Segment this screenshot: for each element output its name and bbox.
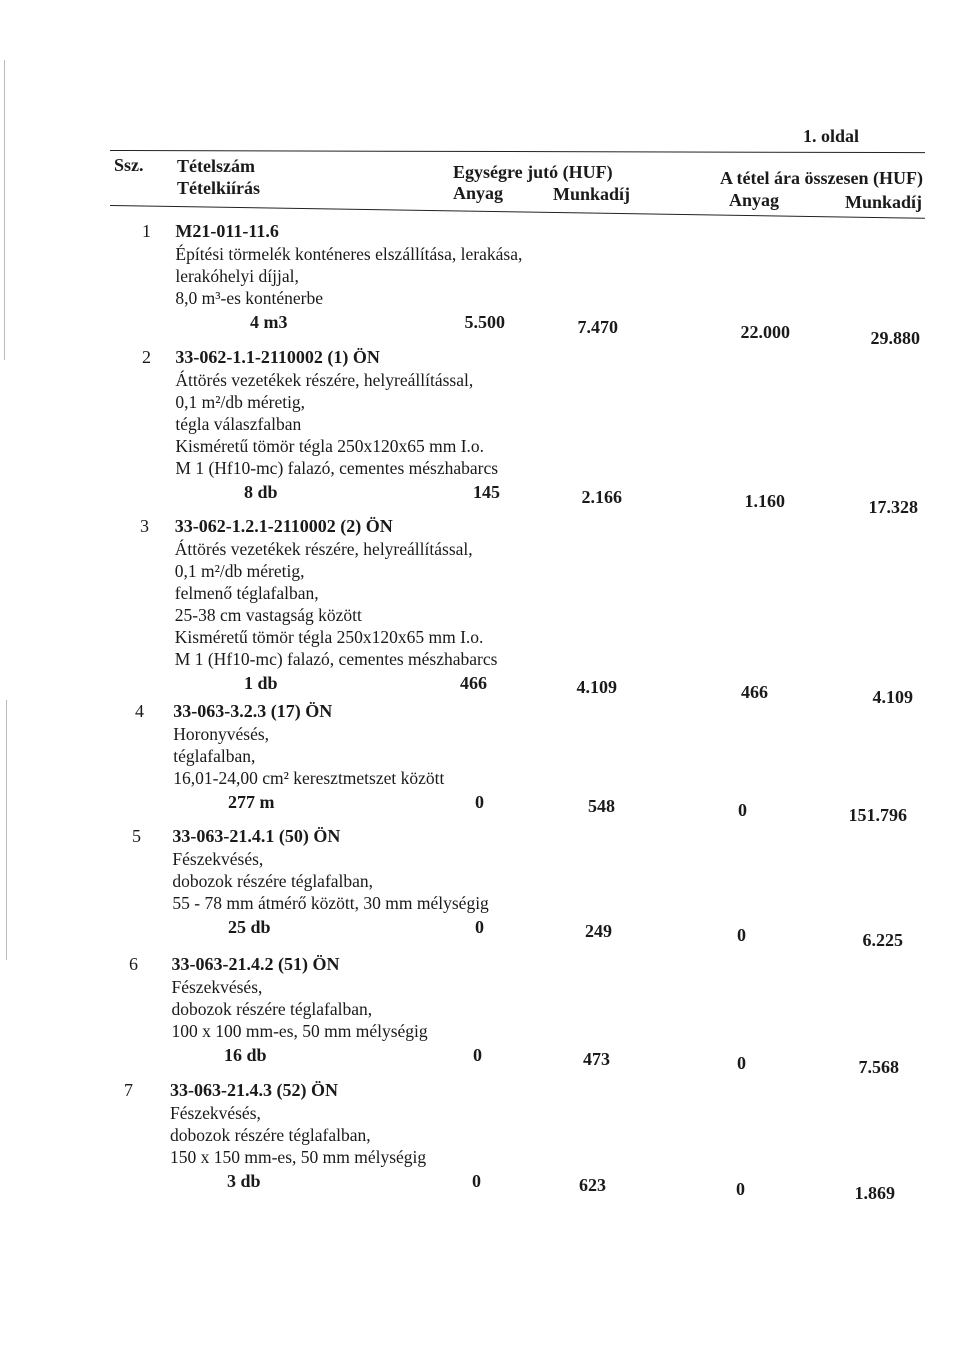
header-unit-title: Egységre jutó (HUF) bbox=[453, 162, 613, 182]
total-material-price: 0 bbox=[737, 925, 746, 945]
total-material-price: 0 bbox=[736, 1179, 745, 1199]
description-line: felmenő téglafalban, bbox=[174, 583, 319, 603]
description-line: 25-38 cm vastagság között bbox=[174, 605, 362, 625]
scan-artifact bbox=[6, 700, 7, 960]
unit-labor-price: 473 bbox=[583, 1049, 610, 1069]
header-top-rule bbox=[110, 150, 925, 153]
item-quantity: 4 m3 bbox=[250, 312, 288, 332]
item-code: M21-011-11.6 bbox=[175, 221, 279, 241]
item-number: 6 bbox=[129, 954, 138, 974]
total-material-price: 0 bbox=[737, 1053, 746, 1073]
item-quantity: 16 db bbox=[224, 1045, 267, 1065]
item-number: 3 bbox=[140, 516, 149, 536]
item-description bbox=[172, 976, 428, 1042]
scan-artifact bbox=[4, 60, 5, 360]
item-quantity: 277 m bbox=[228, 792, 275, 812]
total-labor-price: 17.328 bbox=[868, 497, 918, 517]
unit-labor-price: 2.166 bbox=[581, 487, 622, 507]
description-line: Építési törmelék konténeres elszállítása, lerakása, bbox=[175, 244, 523, 264]
page-number: 1. oldal bbox=[803, 126, 860, 146]
unit-material-price: 466 bbox=[460, 673, 487, 693]
item-description bbox=[175, 369, 498, 479]
header-total-anyag: Anyag bbox=[729, 190, 780, 210]
unit-material-price: 145 bbox=[473, 482, 500, 502]
description-line: 100 x 100 mm-es, 50 mm mélységig bbox=[171, 1021, 428, 1041]
total-labor-price: 6.225 bbox=[862, 930, 903, 950]
description-line: 55 - 78 mm átmérő között, 30 mm mélységig bbox=[172, 893, 489, 913]
description-line: M 1 (Hf10-mc) falazó, cementes mészhabarcs bbox=[174, 649, 498, 669]
total-labor-price: 4.109 bbox=[872, 687, 913, 707]
description-line: Fészekvésés, bbox=[172, 849, 264, 869]
description-line: Áttörés vezetékek részére, helyreállítással, bbox=[174, 539, 473, 559]
item-number: 1 bbox=[142, 221, 151, 241]
unit-material-price: 0 bbox=[473, 1045, 482, 1065]
description-line: dobozok részére téglafalban, bbox=[171, 999, 373, 1019]
total-material-price: 466 bbox=[741, 682, 768, 702]
unit-labor-price: 249 bbox=[585, 921, 612, 941]
header-unit-munkadij: Munkadíj bbox=[553, 184, 631, 204]
header-total-title: A tétel ára összesen (HUF) bbox=[720, 168, 923, 188]
item-quantity: 3 db bbox=[227, 1171, 261, 1191]
unit-labor-price: 4.109 bbox=[576, 677, 617, 697]
header-tetelkiiras: Tételkiírás bbox=[177, 178, 260, 198]
description-line: Horonyvésés, bbox=[173, 724, 270, 744]
unit-material-price: 5.500 bbox=[464, 312, 505, 332]
description-line: 16,01-24,00 cm² keresztmetszet között bbox=[173, 768, 445, 788]
unit-material-price: 0 bbox=[472, 1171, 481, 1191]
description-line: dobozok részére téglafalban, bbox=[170, 1125, 371, 1145]
description-line: Kisméretű tömör tégla 250x120x65 mm I.o. bbox=[175, 436, 485, 456]
description-line: dobozok részére téglafalban, bbox=[172, 871, 374, 891]
unit-labor-price: 7.470 bbox=[577, 317, 618, 337]
total-material-price: 22.000 bbox=[740, 322, 790, 342]
item-code: 33-063-21.4.1 (50) ÖN bbox=[172, 826, 341, 846]
unit-labor-price: 623 bbox=[579, 1175, 606, 1195]
item-description bbox=[173, 723, 444, 789]
item-description bbox=[170, 1102, 426, 1168]
description-line: téglafalban, bbox=[173, 746, 256, 766]
item-number: 2 bbox=[142, 347, 151, 367]
unit-material-price: 0 bbox=[475, 917, 484, 937]
item-code: 33-063-21.4.3 (52) ÖN bbox=[170, 1080, 338, 1100]
total-material-price: 1.160 bbox=[744, 491, 785, 511]
item-quantity: 8 db bbox=[244, 482, 278, 502]
header-tetelszam: Tételszám bbox=[177, 156, 255, 176]
description-line: 0,1 m²/db méretig, bbox=[174, 561, 305, 581]
item-quantity: 1 db bbox=[244, 673, 278, 693]
total-labor-price: 1.869 bbox=[854, 1183, 895, 1203]
description-line: Áttörés vezetékek részére, helyreállítással, bbox=[175, 370, 474, 390]
item-quantity: 25 db bbox=[228, 917, 271, 937]
item-number: 4 bbox=[135, 701, 144, 721]
total-labor-price: 7.568 bbox=[858, 1057, 899, 1077]
description-line: 0,1 m²/db méretig, bbox=[175, 392, 306, 412]
unit-labor-price: 548 bbox=[588, 796, 615, 816]
header-ssz: Ssz. bbox=[114, 155, 144, 175]
description-line: Kisméretű tömör tégla 250x120x65 mm I.o. bbox=[174, 627, 484, 647]
description-line: Fészekvésés, bbox=[171, 977, 263, 997]
item-description bbox=[175, 243, 522, 309]
item-code: 33-062-1.2.1-2110002 (2) ÖN bbox=[174, 516, 393, 536]
item-description bbox=[172, 848, 488, 914]
item-code: 33-062-1.1-2110002 (1) ÖN bbox=[175, 347, 380, 367]
total-labor-price: 151.796 bbox=[848, 805, 907, 825]
description-line: 150 x 150 mm-es, 50 mm mélységig bbox=[170, 1147, 427, 1167]
description-line: 8,0 m³-es konténerbe bbox=[175, 288, 324, 308]
description-line: M 1 (Hf10-mc) falazó, cementes mészhabarcs bbox=[175, 458, 499, 478]
item-code: 33-063-21.4.2 (51) ÖN bbox=[171, 954, 340, 974]
description-line: tégla válaszfalban bbox=[175, 414, 302, 434]
header-bottom-rule bbox=[110, 205, 925, 219]
description-line: Fészekvésés, bbox=[170, 1103, 261, 1123]
header-unit-anyag: Anyag bbox=[453, 183, 504, 203]
item-number: 7 bbox=[124, 1080, 133, 1100]
header-total-munkadij: Munkadíj bbox=[845, 192, 923, 212]
description-line: lerakóhelyi díjjal, bbox=[175, 266, 299, 286]
item-description bbox=[175, 538, 498, 670]
total-material-price: 0 bbox=[738, 800, 747, 820]
total-labor-price: 29.880 bbox=[870, 328, 920, 348]
item-code: 33-063-3.2.3 (17) ÖN bbox=[173, 701, 333, 721]
item-number: 5 bbox=[132, 826, 141, 846]
unit-material-price: 0 bbox=[475, 792, 484, 812]
